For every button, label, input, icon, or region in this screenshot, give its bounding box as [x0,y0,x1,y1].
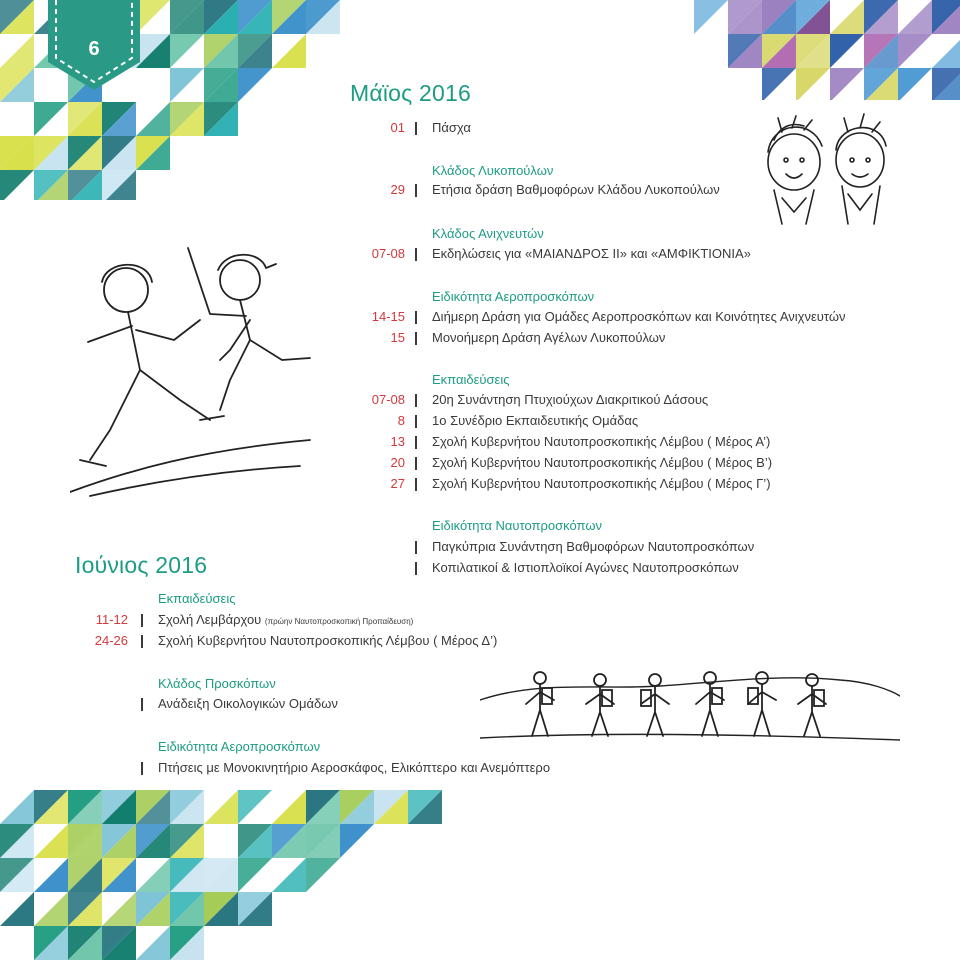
triangle-tile [170,34,204,68]
item-text: Κοπιλατικοί & Ιστιοπλοϊκοί Αγώνες Ναυτοπροσκόπων [432,560,739,575]
divider [415,394,417,407]
triangle-tile [272,858,306,892]
triangle-pattern-bottom-left [0,790,520,960]
two-scouts-faces-drawing [752,112,902,227]
item-date: 20 [390,455,405,470]
item-note: (πρώην Ναυτοπροσκοπική Προπαίδευση) [264,617,414,626]
triangle-pattern-top-right [660,0,960,100]
item-date: 01 [390,120,405,135]
section-heading: Κλάδος Λυκοπούλων [432,163,554,178]
item-date: 11-12 [95,612,128,627]
triangle-tile [238,858,272,892]
item-text: Σχολή Κυβερνήτου Ναυτοπροσκοπικής Λέμβου ( Μέρος Γ’) [432,476,771,491]
item-date: 13 [390,434,405,449]
item-text: Εκδηλώσεις για «ΜΑΙΑΝΔΡΟΣ ΙΙ» και «ΑΜΦΙΚΤΙΟΝΙΑ» [432,246,751,261]
triangle-tile [762,68,796,100]
item-date: 07-08 [371,392,405,407]
section-heading: Εκπαιδεύσεις [432,372,510,387]
divider [415,562,417,575]
divider [415,457,417,470]
triangle-tile [830,34,864,68]
divider [415,184,417,197]
item-text: Ετήσια δράση Βαθμοφόρων Κλάδου Λυκοπούλων [432,182,720,197]
page-number: 6 [88,38,100,60]
divider [415,478,417,491]
triangle-tile [898,0,932,34]
section-heading: Κλάδος Προσκόπων [158,676,276,691]
item-text: 1ο Συνέδριο Εκπαιδευτικής Ομάδας [432,413,639,428]
month-title-may: Μάϊος 2016 [350,80,471,106]
divider [415,541,417,554]
item-text: Ανάδειξη Οικολογικών Ομάδων [158,696,338,711]
item-date: 24-26 [94,633,128,648]
section-heading: Εκπαιδεύσεις [158,591,236,606]
section-heading: Ειδικότητα Ναυτοπροσκόπων [432,518,602,533]
item-date: 15 [390,330,405,345]
month-title-june: Ιούνιος 2016 [75,552,208,578]
divider [141,614,143,627]
item-text: Μονοήμερη Δράση Αγέλων Λυκοπούλων [432,330,666,345]
item-text: Διήμερη Δράση για Ομάδες Αεροπροσκόπων και Κοινότητες Ανιχνευτών [432,309,846,324]
item-text: Σχολή Κυβερνήτου Ναυτοπροσκοπικής Λέμβου ( Μέρος Δ’) [158,633,498,648]
divider [415,311,417,324]
page-number-badge [48,0,140,90]
triangle-tile [34,858,68,892]
divider [141,635,143,648]
triangle-tile [238,790,272,824]
triangle-tile [932,34,960,68]
triangle-tile [830,0,864,34]
item-text: Παγκύπρια Συνάντηση Βαθμοφόρων Ναυτοπροσκόπων [432,539,755,554]
divider [415,415,417,428]
item-text-main: Σχολή Λεμβάρχου [158,612,262,627]
triangle-tile [136,0,170,34]
item-text: Πάσχα [432,120,471,135]
triangle-tile [204,790,238,824]
item-text: Σχολή Κυβερνήτου Ναυτοπροσκοπικής Λέμβου ( Μέρος Β’) [432,455,773,470]
item-date: 27 [390,476,405,491]
divider [415,332,417,345]
triangle-tile [238,68,272,102]
divider [141,698,143,711]
section-heading: Ειδικότητα Αεροπροσκόπων [432,289,595,304]
triangle-tile [34,824,68,858]
triangle-tile [340,824,374,858]
triangle-tile [34,892,68,926]
divider [415,122,417,135]
item-date: 07-08 [371,246,405,261]
triangle-tile [136,926,170,960]
item-date: 14-15 [371,309,405,324]
item-text [158,612,413,627]
triangle-tile [306,858,340,892]
triangle-tile [830,68,864,100]
triangle-tile [136,858,170,892]
section-heading: Ειδικότητα Αεροπροσκόπων [158,739,321,754]
triangle-tile [272,34,306,68]
divider [415,436,417,449]
triangle-tile [0,34,34,68]
divider [141,762,143,775]
triangle-tile [0,892,34,926]
triangle-tile [0,790,34,824]
item-text: 20η Συνάντηση Πτυχιούχων Διακριτικού Δάσους [432,392,709,407]
triangle-tile [694,0,728,34]
item-date: 8 [397,413,405,428]
item-date: 29 [390,182,405,197]
triangle-tile [272,790,306,824]
section-heading: Κλάδος Ανιχνευτών [432,226,544,241]
hiking-scouts-drawing [480,660,900,750]
divider [415,248,417,261]
item-text: Πτήσεις με Μονοκινητήριο Αεροσκάφος, Ελικόπτερο και Ανεμόπτερο [158,760,551,775]
triangle-tile [102,892,136,926]
triangle-tile [796,68,830,100]
triangle-tile [170,68,204,102]
triangle-tile [898,68,932,100]
triangle-tile [898,34,932,68]
item-text: Σχολή Κυβερνήτου Ναυτοπροσκοπικής Λέμβου ( Μέρος Α’) [432,434,771,449]
